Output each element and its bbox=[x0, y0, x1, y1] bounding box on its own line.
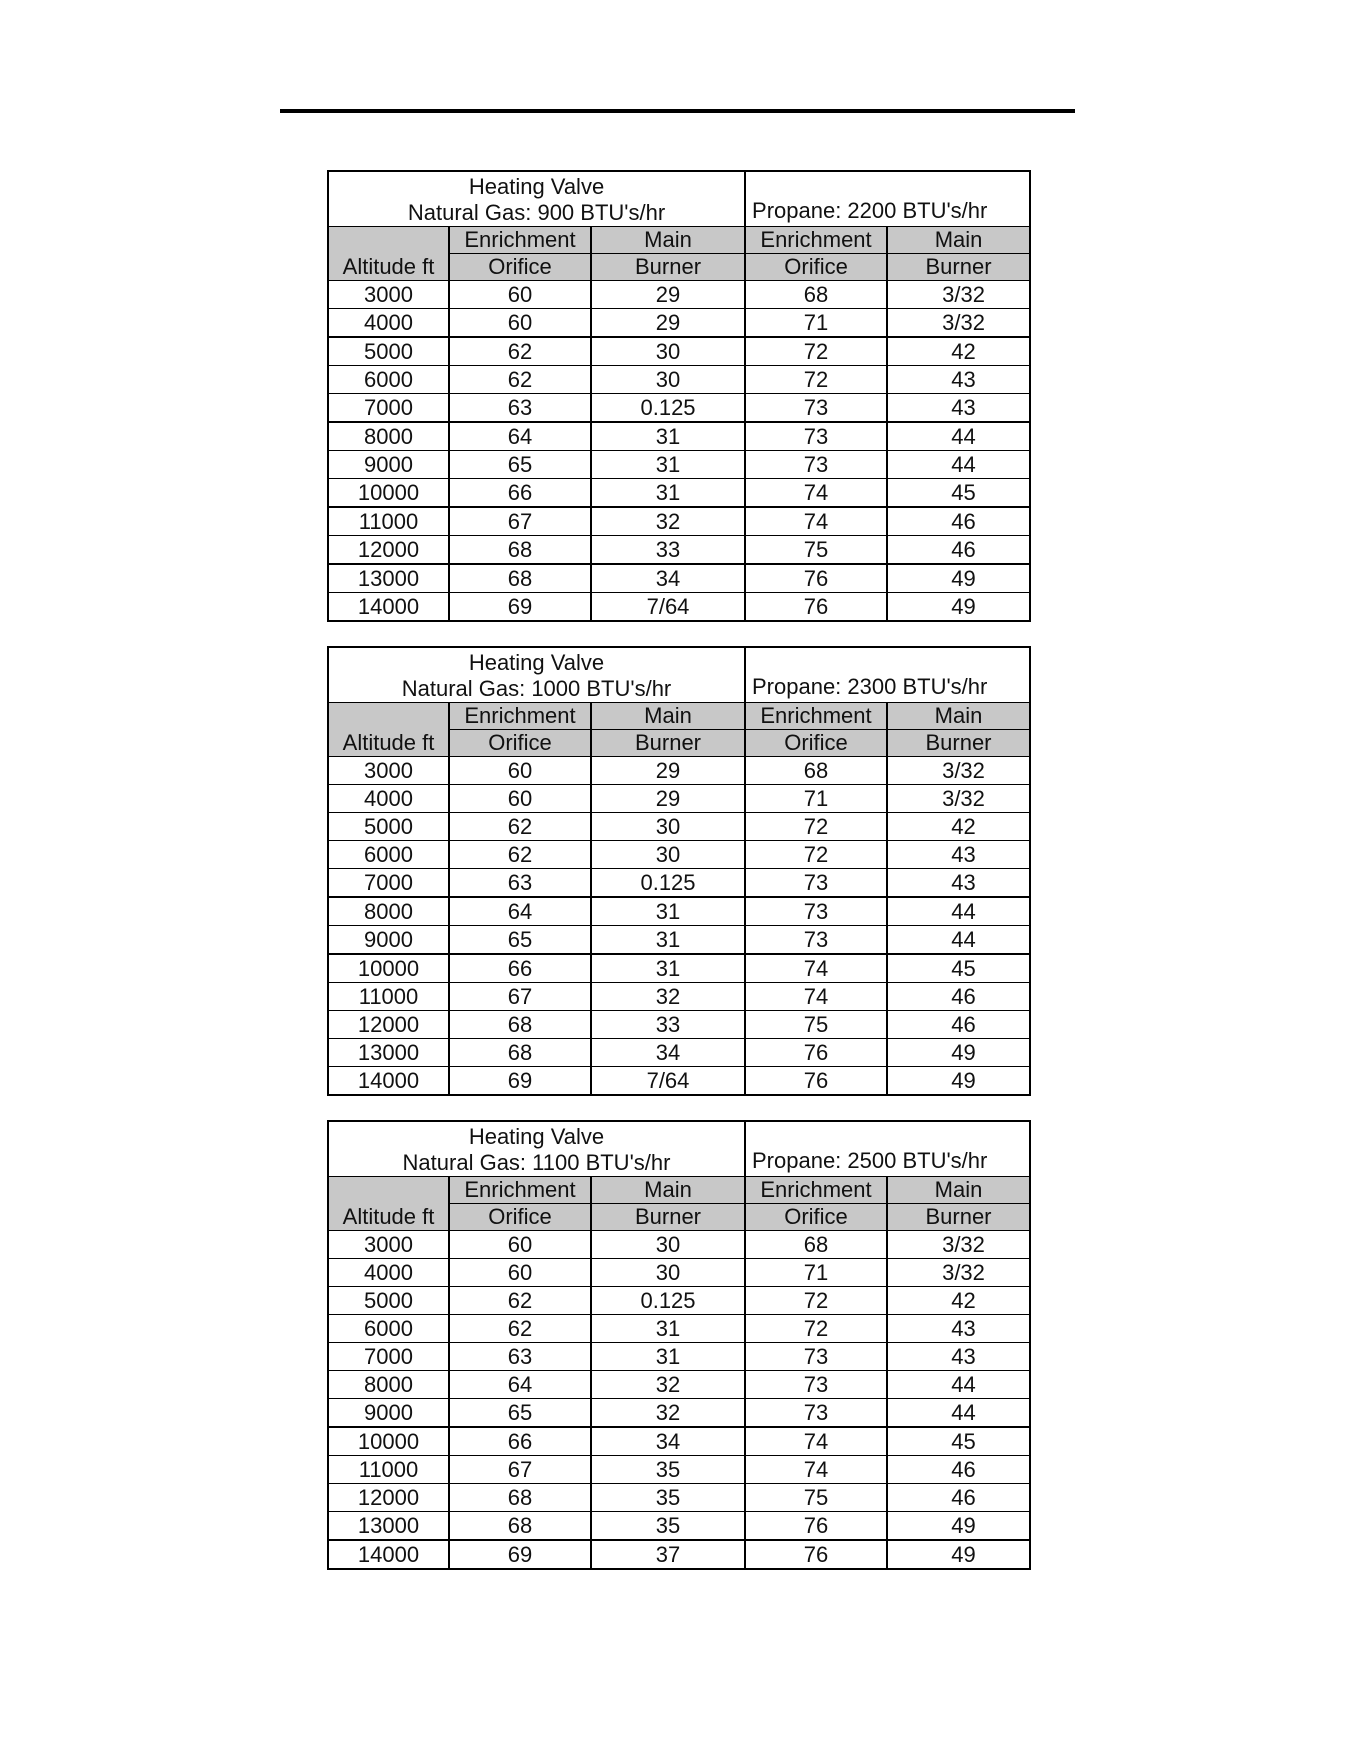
altitude-cell: 13000 bbox=[328, 1039, 449, 1067]
propane-main-cell: 46 bbox=[887, 983, 1030, 1011]
header-propane-enrichment: Enrichment bbox=[745, 703, 887, 730]
main-burner-cell: 30 bbox=[591, 841, 745, 869]
enrichment-orifice-cell: 64 bbox=[449, 897, 591, 926]
header-enrichment: Enrichment bbox=[449, 703, 591, 730]
enrichment-orifice-cell: 60 bbox=[449, 1231, 591, 1259]
propane-main-cell: 49 bbox=[887, 1039, 1030, 1067]
propane-main-cell: 43 bbox=[887, 394, 1030, 423]
natural-gas-rating: Natural Gas: 1100 BTU's/hr bbox=[402, 1150, 671, 1175]
enrichment-orifice-cell: 60 bbox=[449, 281, 591, 309]
enrichment-orifice-cell: 62 bbox=[449, 337, 591, 366]
table-title-row bbox=[328, 647, 1030, 703]
header-main: Main bbox=[591, 703, 745, 730]
table-row bbox=[328, 422, 1030, 451]
propane-enrichment-cell: 72 bbox=[745, 1315, 887, 1343]
table-row bbox=[328, 1399, 1030, 1428]
altitude-cell: 14000 bbox=[328, 593, 449, 622]
enrichment-orifice-cell: 62 bbox=[449, 366, 591, 394]
table-row bbox=[328, 309, 1030, 338]
enrichment-orifice-cell: 64 bbox=[449, 422, 591, 451]
propane-main-cell: 44 bbox=[887, 422, 1030, 451]
main-burner-cell: 7/64 bbox=[591, 593, 745, 622]
propane-rating: Propane: 2300 BTU's/hr bbox=[745, 647, 1030, 703]
table-row bbox=[328, 785, 1030, 813]
propane-enrichment-cell: 74 bbox=[745, 479, 887, 508]
propane-enrichment-cell: 73 bbox=[745, 897, 887, 926]
natural-gas-title-cell bbox=[328, 171, 745, 227]
propane-enrichment-cell: 74 bbox=[745, 1427, 887, 1456]
propane-enrichment-cell: 73 bbox=[745, 1399, 887, 1428]
altitude-cell: 3000 bbox=[328, 1231, 449, 1259]
enrichment-orifice-cell: 66 bbox=[449, 954, 591, 983]
table-row bbox=[328, 1456, 1030, 1484]
propane-enrichment-cell: 75 bbox=[745, 1011, 887, 1039]
main-burner-cell: 29 bbox=[591, 309, 745, 338]
enrichment-orifice-cell: 67 bbox=[449, 507, 591, 536]
enrichment-orifice-cell: 63 bbox=[449, 869, 591, 898]
propane-enrichment-cell: 68 bbox=[745, 1231, 887, 1259]
table-row bbox=[328, 451, 1030, 479]
table-body bbox=[328, 757, 1030, 1096]
propane-enrichment-cell: 72 bbox=[745, 1287, 887, 1315]
header-row-bottom bbox=[328, 730, 1030, 757]
table-row bbox=[328, 841, 1030, 869]
enrichment-orifice-cell: 68 bbox=[449, 564, 591, 593]
heating-valve-table-1 bbox=[327, 170, 1031, 622]
altitude-cell: 4000 bbox=[328, 1259, 449, 1287]
altitude-cell: 10000 bbox=[328, 1427, 449, 1456]
altitude-cell: 11000 bbox=[328, 1456, 449, 1484]
enrichment-orifice-cell: 68 bbox=[449, 1484, 591, 1512]
main-burner-cell: 29 bbox=[591, 785, 745, 813]
main-burner-cell: 31 bbox=[591, 926, 745, 955]
header-burner: Burner bbox=[591, 254, 745, 281]
propane-enrichment-cell: 74 bbox=[745, 1456, 887, 1484]
main-burner-cell: 29 bbox=[591, 757, 745, 785]
propane-enrichment-cell: 71 bbox=[745, 1259, 887, 1287]
altitude-cell: 3000 bbox=[328, 757, 449, 785]
propane-main-cell: 49 bbox=[887, 1512, 1030, 1541]
main-burner-cell: 31 bbox=[591, 422, 745, 451]
table-body bbox=[328, 281, 1030, 622]
header-row-top bbox=[328, 703, 1030, 730]
main-burner-cell: 31 bbox=[591, 451, 745, 479]
altitude-cell: 5000 bbox=[328, 337, 449, 366]
enrichment-orifice-cell: 68 bbox=[449, 1512, 591, 1541]
table-row bbox=[328, 869, 1030, 898]
propane-main-cell: 44 bbox=[887, 1371, 1030, 1399]
table-row bbox=[328, 1512, 1030, 1541]
header-propane-orifice: Orifice bbox=[745, 730, 887, 757]
header-propane-enrichment: Enrichment bbox=[745, 227, 887, 254]
propane-enrichment-cell: 71 bbox=[745, 309, 887, 338]
propane-enrichment-cell: 76 bbox=[745, 1512, 887, 1541]
propane-enrichment-cell: 72 bbox=[745, 841, 887, 869]
enrichment-orifice-cell: 65 bbox=[449, 926, 591, 955]
propane-enrichment-cell: 73 bbox=[745, 1343, 887, 1371]
enrichment-orifice-cell: 68 bbox=[449, 1011, 591, 1039]
header-row-bottom bbox=[328, 1204, 1030, 1231]
propane-main-cell: 3/32 bbox=[887, 281, 1030, 309]
table-row bbox=[328, 954, 1030, 983]
header-burner: Burner bbox=[591, 730, 745, 757]
header-propane-orifice: Orifice bbox=[745, 254, 887, 281]
main-burner-cell: 30 bbox=[591, 1259, 745, 1287]
top-rule bbox=[280, 109, 1075, 113]
propane-main-cell: 3/32 bbox=[887, 1231, 1030, 1259]
propane-enrichment-cell: 74 bbox=[745, 507, 887, 536]
table-row bbox=[328, 1011, 1030, 1039]
header-enrichment: Enrichment bbox=[449, 227, 591, 254]
altitude-cell: 7000 bbox=[328, 1343, 449, 1371]
main-burner-cell: 31 bbox=[591, 479, 745, 508]
table-row bbox=[328, 757, 1030, 785]
table-row bbox=[328, 593, 1030, 622]
table-row bbox=[328, 479, 1030, 508]
main-burner-cell: 33 bbox=[591, 536, 745, 565]
main-burner-cell: 35 bbox=[591, 1456, 745, 1484]
altitude-cell: 9000 bbox=[328, 926, 449, 955]
table-row bbox=[328, 1067, 1030, 1096]
heating-valve-table-2 bbox=[327, 646, 1031, 1096]
table-title: Heating Valve bbox=[468, 650, 605, 675]
table-row bbox=[328, 394, 1030, 423]
heating-valve-table-3 bbox=[327, 1120, 1031, 1570]
natural-gas-rating: Natural Gas: 900 BTU's/hr bbox=[407, 200, 666, 225]
table-title: Heating Valve bbox=[468, 174, 605, 199]
main-burner-cell: 32 bbox=[591, 983, 745, 1011]
altitude-cell: 10000 bbox=[328, 479, 449, 508]
enrichment-orifice-cell: 68 bbox=[449, 536, 591, 565]
main-burner-cell: 34 bbox=[591, 564, 745, 593]
header-enrichment: Enrichment bbox=[449, 1177, 591, 1204]
table-row bbox=[328, 366, 1030, 394]
header-propane-burner: Burner bbox=[887, 1204, 1030, 1231]
altitude-cell: 13000 bbox=[328, 1512, 449, 1541]
enrichment-orifice-cell: 62 bbox=[449, 1315, 591, 1343]
main-burner-cell: 0.125 bbox=[591, 394, 745, 423]
altitude-cell: 5000 bbox=[328, 813, 449, 841]
propane-enrichment-cell: 76 bbox=[745, 1039, 887, 1067]
enrichment-orifice-cell: 60 bbox=[449, 309, 591, 338]
propane-main-cell: 46 bbox=[887, 1456, 1030, 1484]
altitude-cell: 8000 bbox=[328, 897, 449, 926]
propane-enrichment-cell: 76 bbox=[745, 1067, 887, 1096]
propane-main-cell: 45 bbox=[887, 479, 1030, 508]
altitude-cell: 13000 bbox=[328, 564, 449, 593]
altitude-cell: 9000 bbox=[328, 451, 449, 479]
altitude-cell: 14000 bbox=[328, 1067, 449, 1096]
altitude-cell: 12000 bbox=[328, 536, 449, 565]
main-burner-cell: 30 bbox=[591, 337, 745, 366]
header-propane-orifice: Orifice bbox=[745, 1204, 887, 1231]
altitude-cell: 12000 bbox=[328, 1011, 449, 1039]
header-orifice: Orifice bbox=[449, 1204, 591, 1231]
header-main: Main bbox=[591, 227, 745, 254]
table-row bbox=[328, 1427, 1030, 1456]
table-row bbox=[328, 1315, 1030, 1343]
table-row bbox=[328, 1343, 1030, 1371]
propane-main-cell: 3/32 bbox=[887, 1259, 1030, 1287]
table-row bbox=[328, 1259, 1030, 1287]
table-row bbox=[328, 1231, 1030, 1259]
propane-enrichment-cell: 75 bbox=[745, 536, 887, 565]
header-altitude: Altitude ft bbox=[328, 254, 449, 281]
natural-gas-title-cell bbox=[328, 647, 745, 703]
main-burner-cell: 29 bbox=[591, 281, 745, 309]
main-burner-cell: 0.125 bbox=[591, 1287, 745, 1315]
header-propane-burner: Burner bbox=[887, 730, 1030, 757]
header-propane-enrichment: Enrichment bbox=[745, 1177, 887, 1204]
propane-main-cell: 46 bbox=[887, 1011, 1030, 1039]
main-burner-cell: 34 bbox=[591, 1039, 745, 1067]
enrichment-orifice-cell: 60 bbox=[449, 757, 591, 785]
table-row bbox=[328, 1287, 1030, 1315]
main-burner-cell: 7/64 bbox=[591, 1067, 745, 1096]
altitude-cell: 9000 bbox=[328, 1399, 449, 1428]
enrichment-orifice-cell: 62 bbox=[449, 841, 591, 869]
altitude-cell: 8000 bbox=[328, 1371, 449, 1399]
propane-enrichment-cell: 73 bbox=[745, 451, 887, 479]
header-propane-main: Main bbox=[887, 1177, 1030, 1204]
propane-main-cell: 43 bbox=[887, 869, 1030, 898]
header-propane-main: Main bbox=[887, 227, 1030, 254]
header-blank bbox=[328, 1177, 449, 1204]
propane-main-cell: 44 bbox=[887, 451, 1030, 479]
propane-enrichment-cell: 76 bbox=[745, 564, 887, 593]
propane-main-cell: 42 bbox=[887, 337, 1030, 366]
enrichment-orifice-cell: 66 bbox=[449, 479, 591, 508]
altitude-cell: 12000 bbox=[328, 1484, 449, 1512]
propane-main-cell: 43 bbox=[887, 841, 1030, 869]
header-row-top bbox=[328, 227, 1030, 254]
enrichment-orifice-cell: 65 bbox=[449, 451, 591, 479]
propane-enrichment-cell: 73 bbox=[745, 869, 887, 898]
propane-main-cell: 49 bbox=[887, 1540, 1030, 1569]
header-orifice: Orifice bbox=[449, 254, 591, 281]
propane-main-cell: 49 bbox=[887, 593, 1030, 622]
header-propane-burner: Burner bbox=[887, 254, 1030, 281]
propane-enrichment-cell: 73 bbox=[745, 1371, 887, 1399]
header-burner: Burner bbox=[591, 1204, 745, 1231]
enrichment-orifice-cell: 65 bbox=[449, 1399, 591, 1428]
header-altitude: Altitude ft bbox=[328, 1204, 449, 1231]
propane-enrichment-cell: 76 bbox=[745, 593, 887, 622]
main-burner-cell: 0.125 bbox=[591, 869, 745, 898]
propane-main-cell: 3/32 bbox=[887, 309, 1030, 338]
enrichment-orifice-cell: 66 bbox=[449, 1427, 591, 1456]
header-altitude: Altitude ft bbox=[328, 730, 449, 757]
header-blank bbox=[328, 227, 449, 254]
table-row bbox=[328, 1039, 1030, 1067]
main-burner-cell: 31 bbox=[591, 1343, 745, 1371]
enrichment-orifice-cell: 67 bbox=[449, 1456, 591, 1484]
table-row bbox=[328, 813, 1030, 841]
altitude-cell: 5000 bbox=[328, 1287, 449, 1315]
table-row bbox=[328, 926, 1030, 955]
propane-main-cell: 43 bbox=[887, 366, 1030, 394]
enrichment-orifice-cell: 62 bbox=[449, 1287, 591, 1315]
table-title-row bbox=[328, 171, 1030, 227]
altitude-cell: 11000 bbox=[328, 507, 449, 536]
main-burner-cell: 35 bbox=[591, 1512, 745, 1541]
tables-container bbox=[327, 170, 1029, 1594]
altitude-cell: 6000 bbox=[328, 366, 449, 394]
propane-main-cell: 45 bbox=[887, 1427, 1030, 1456]
altitude-cell: 10000 bbox=[328, 954, 449, 983]
enrichment-orifice-cell: 63 bbox=[449, 1343, 591, 1371]
propane-enrichment-cell: 71 bbox=[745, 785, 887, 813]
header-row-top bbox=[328, 1177, 1030, 1204]
altitude-cell: 8000 bbox=[328, 422, 449, 451]
main-burner-cell: 30 bbox=[591, 1231, 745, 1259]
header-main: Main bbox=[591, 1177, 745, 1204]
header-propane-main: Main bbox=[887, 703, 1030, 730]
main-burner-cell: 34 bbox=[591, 1427, 745, 1456]
propane-main-cell: 46 bbox=[887, 507, 1030, 536]
natural-gas-rating: Natural Gas: 1000 BTU's/hr bbox=[401, 676, 672, 701]
main-burner-cell: 31 bbox=[591, 897, 745, 926]
table-row bbox=[328, 507, 1030, 536]
propane-enrichment-cell: 75 bbox=[745, 1484, 887, 1512]
enrichment-orifice-cell: 62 bbox=[449, 813, 591, 841]
propane-enrichment-cell: 68 bbox=[745, 757, 887, 785]
altitude-cell: 6000 bbox=[328, 841, 449, 869]
propane-main-cell: 49 bbox=[887, 564, 1030, 593]
table-body bbox=[328, 1231, 1030, 1570]
altitude-cell: 7000 bbox=[328, 869, 449, 898]
propane-main-cell: 45 bbox=[887, 954, 1030, 983]
altitude-cell: 4000 bbox=[328, 785, 449, 813]
propane-main-cell: 3/32 bbox=[887, 785, 1030, 813]
natural-gas-title-cell bbox=[328, 1121, 745, 1177]
table-row bbox=[328, 1371, 1030, 1399]
enrichment-orifice-cell: 64 bbox=[449, 1371, 591, 1399]
table-row bbox=[328, 1484, 1030, 1512]
table-title-row bbox=[328, 1121, 1030, 1177]
propane-enrichment-cell: 74 bbox=[745, 954, 887, 983]
propane-main-cell: 43 bbox=[887, 1315, 1030, 1343]
main-burner-cell: 30 bbox=[591, 366, 745, 394]
main-burner-cell: 37 bbox=[591, 1540, 745, 1569]
propane-main-cell: 44 bbox=[887, 1399, 1030, 1428]
altitude-cell: 4000 bbox=[328, 309, 449, 338]
enrichment-orifice-cell: 60 bbox=[449, 785, 591, 813]
propane-main-cell: 3/32 bbox=[887, 757, 1030, 785]
table-row bbox=[328, 1540, 1030, 1569]
propane-main-cell: 43 bbox=[887, 1343, 1030, 1371]
header-row-bottom bbox=[328, 254, 1030, 281]
main-burner-cell: 35 bbox=[591, 1484, 745, 1512]
propane-main-cell: 42 bbox=[887, 1287, 1030, 1315]
propane-rating: Propane: 2500 BTU's/hr bbox=[745, 1121, 1030, 1177]
main-burner-cell: 32 bbox=[591, 1399, 745, 1428]
altitude-cell: 3000 bbox=[328, 281, 449, 309]
propane-enrichment-cell: 74 bbox=[745, 983, 887, 1011]
table-row bbox=[328, 897, 1030, 926]
propane-main-cell: 44 bbox=[887, 926, 1030, 955]
propane-enrichment-cell: 76 bbox=[745, 1540, 887, 1569]
main-burner-cell: 32 bbox=[591, 1371, 745, 1399]
table-row bbox=[328, 983, 1030, 1011]
enrichment-orifice-cell: 67 bbox=[449, 983, 591, 1011]
table-row bbox=[328, 536, 1030, 565]
enrichment-orifice-cell: 69 bbox=[449, 593, 591, 622]
table-title: Heating Valve bbox=[468, 1124, 605, 1149]
propane-enrichment-cell: 73 bbox=[745, 422, 887, 451]
propane-main-cell: 46 bbox=[887, 536, 1030, 565]
altitude-cell: 6000 bbox=[328, 1315, 449, 1343]
propane-main-cell: 46 bbox=[887, 1484, 1030, 1512]
propane-enrichment-cell: 72 bbox=[745, 366, 887, 394]
propane-main-cell: 44 bbox=[887, 897, 1030, 926]
altitude-cell: 14000 bbox=[328, 1540, 449, 1569]
propane-main-cell: 49 bbox=[887, 1067, 1030, 1096]
main-burner-cell: 31 bbox=[591, 954, 745, 983]
propane-main-cell: 42 bbox=[887, 813, 1030, 841]
propane-enrichment-cell: 72 bbox=[745, 813, 887, 841]
enrichment-orifice-cell: 68 bbox=[449, 1039, 591, 1067]
main-burner-cell: 32 bbox=[591, 507, 745, 536]
table-row bbox=[328, 281, 1030, 309]
header-blank bbox=[328, 703, 449, 730]
enrichment-orifice-cell: 60 bbox=[449, 1259, 591, 1287]
enrichment-orifice-cell: 69 bbox=[449, 1540, 591, 1569]
header-orifice: Orifice bbox=[449, 730, 591, 757]
propane-enrichment-cell: 73 bbox=[745, 394, 887, 423]
main-burner-cell: 33 bbox=[591, 1011, 745, 1039]
main-burner-cell: 30 bbox=[591, 813, 745, 841]
table-row bbox=[328, 564, 1030, 593]
altitude-cell: 7000 bbox=[328, 394, 449, 423]
propane-enrichment-cell: 68 bbox=[745, 281, 887, 309]
main-burner-cell: 31 bbox=[591, 1315, 745, 1343]
propane-enrichment-cell: 72 bbox=[745, 337, 887, 366]
enrichment-orifice-cell: 63 bbox=[449, 394, 591, 423]
altitude-cell: 11000 bbox=[328, 983, 449, 1011]
table-row bbox=[328, 337, 1030, 366]
enrichment-orifice-cell: 69 bbox=[449, 1067, 591, 1096]
propane-enrichment-cell: 73 bbox=[745, 926, 887, 955]
propane-rating: Propane: 2200 BTU's/hr bbox=[745, 171, 1030, 227]
